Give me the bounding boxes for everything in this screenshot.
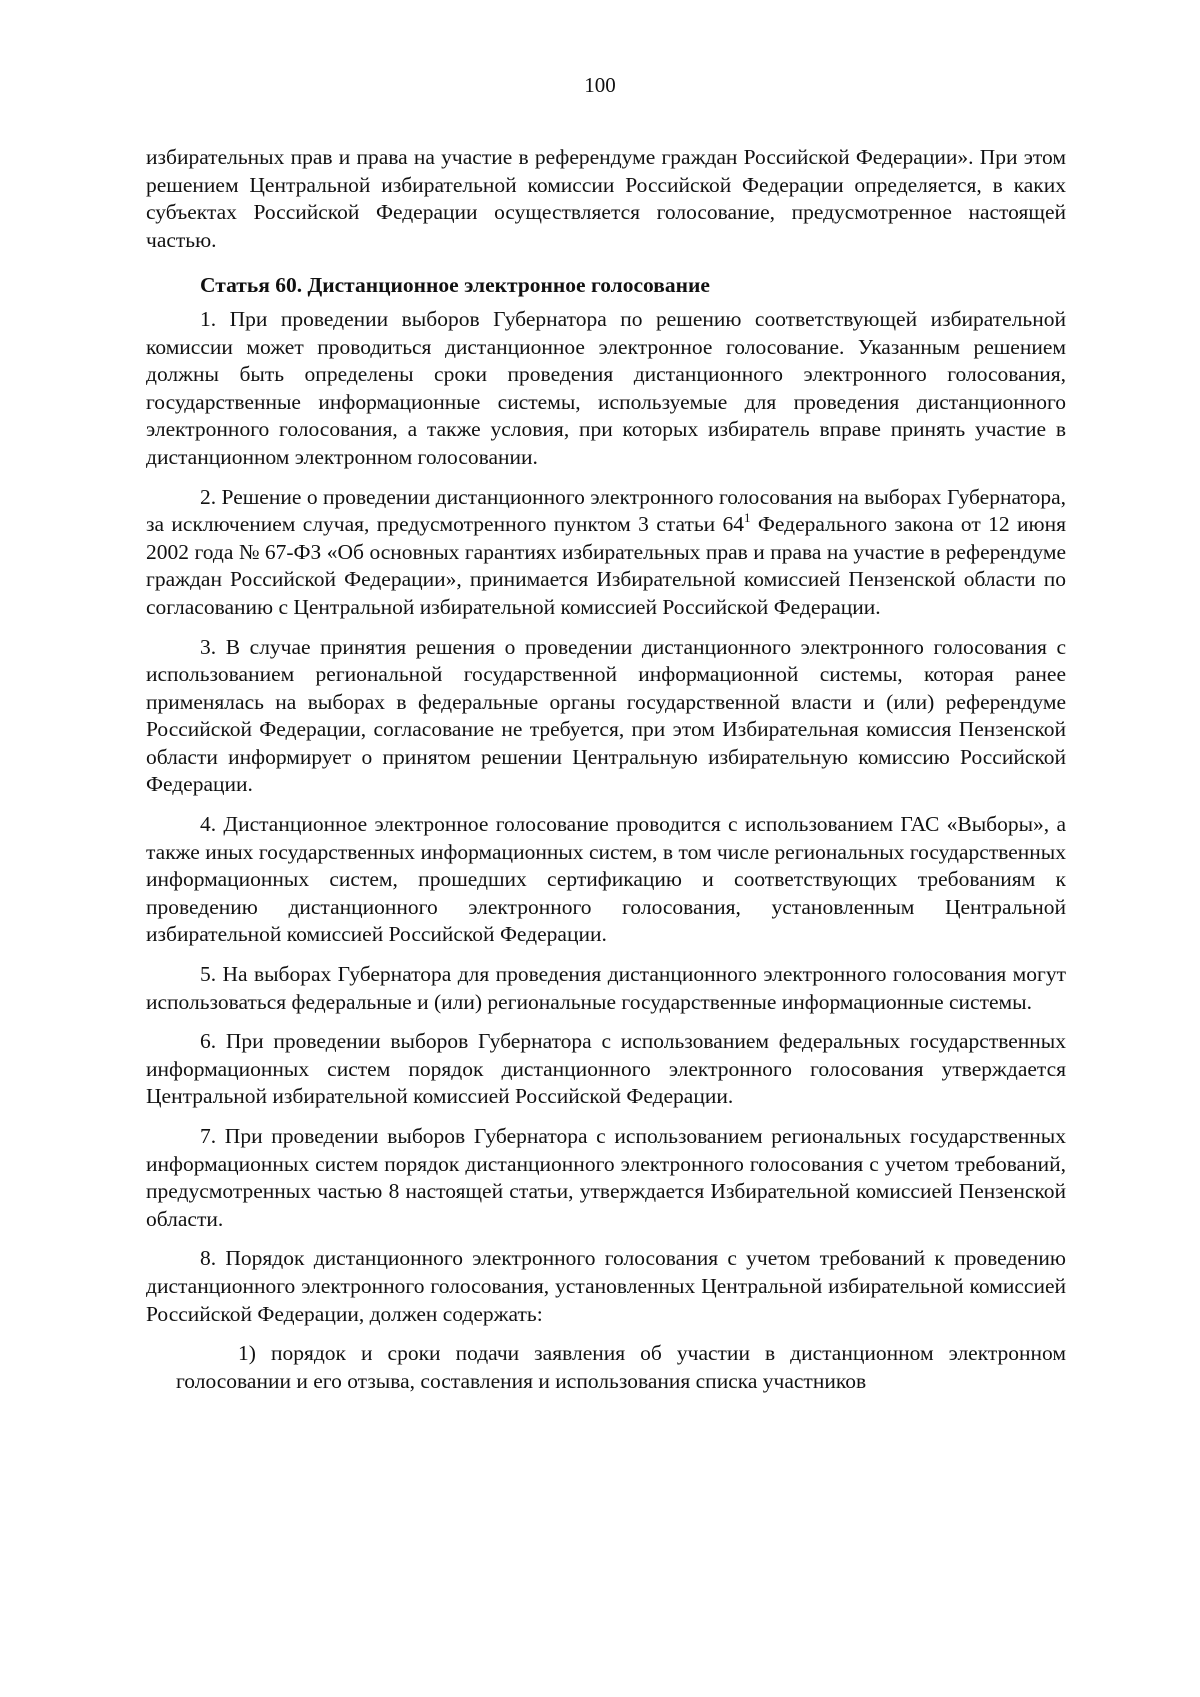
continuation-paragraph: избирательных прав и права на участие в референдуме граждан Российской Федерации». При этом решением Центральной избирательной комиссии Российской Федерации определяется, в каких субъектах Российской Федерации осуществляется голосование, предусмотренное настоящей частью. — [146, 145, 1066, 252]
paragraph-5: 5. На выборах Губернатора для проведения дистанционного электронного голосования могут использоваться федеральные и (или) региональные государственные информационные системы. — [146, 962, 1066, 1014]
article-title: Статья 60. Дистанционное электронное голосование — [200, 273, 710, 298]
paragraph-8: 8. Порядок дистанционного электронного голосования с учетом требований к проведению дистанционного электронного голосования, установленных Центральной избирательной комиссией Российской Федерации, должен содержать: — [146, 1246, 1066, 1326]
page-number: 100 — [584, 73, 616, 97]
paragraph-2-text-before: 2. Решение о проведении дистанционного электронного голосования на выборах Губернатора, за исключением случая, предусмотренного пунктом 3 статьи 64 — [146, 484, 1066, 537]
paragraph-3: 3. В случае принятия решения о проведении дистанционного электронного голосования с использованием региональной государственной информационной системы, которая ранее применялась на выборах в федеральные органы государственной власти и (или) референдуме Российской Федерации, согласование не требуется, при этом Избирательная комиссия Пензенской области информирует о принятом решении Центральную избирательную комиссию Российской Федерации. — [146, 634, 1066, 797]
paragraph-6: 6. При проведении выборов Губернатора с использованием федеральных государственных информационных систем порядок дистанционного электронного голосования утверждается Центральной избирательной комиссией Российской Федерации. — [146, 1029, 1066, 1109]
paragraph-2-text-after: Федерального закона от 12 июня 2002 года № 67-ФЗ «Об основных гарантиях избирательных прав и права на участие в референдуме граждан Российской Федерации», принимается Избирательной комиссией Пензенской области по согласованию с Центральной избирательной комиссией Российской Федерации. — [146, 512, 1066, 619]
paragraph-8-item-1: 1) порядок и сроки подачи заявления об участии в дистанционном электронном голосовании и его отзыва, составления и использования списка участников — [176, 1341, 1066, 1393]
paragraph-2 — [146, 484, 1066, 622]
paragraph-1: 1. При проведении выборов Губернатора по решению соответствующей избирательной комиссии может проводиться дистанционное электронное голосование. Указанным решением должны быть определены сроки проведения дистанционного электронного голосования, государственные информационные системы, используемые для проведения дистанционного электронного голосования, а также условия, при которых избиратель вправе принять участие в дистанционном электронном голосовании. — [146, 306, 1066, 469]
paragraph-4: 4. Дистанционное электронное голосование проводится с использованием ГАС «Выборы», а также иных государственных информационных систем, в том числе региональных государственных информационных систем, прошедших сертификацию и соответствующих требованиям к проведению дистанционного электронного голосования, установленным Центральной избирательной комиссией Российской Федерации. — [146, 812, 1066, 947]
paragraph-7: 7. При проведении выборов Губернатора с использованием региональных государственных информационных систем порядок дистанционного электронного голосования с учетом требований, предусмотренных частью 8 настоящей статьи, утверждается Избирательной комиссией Пензенской области. — [146, 1124, 1066, 1231]
document-body — [146, 144, 1066, 1395]
article-superscript: 1 — [744, 510, 751, 526]
